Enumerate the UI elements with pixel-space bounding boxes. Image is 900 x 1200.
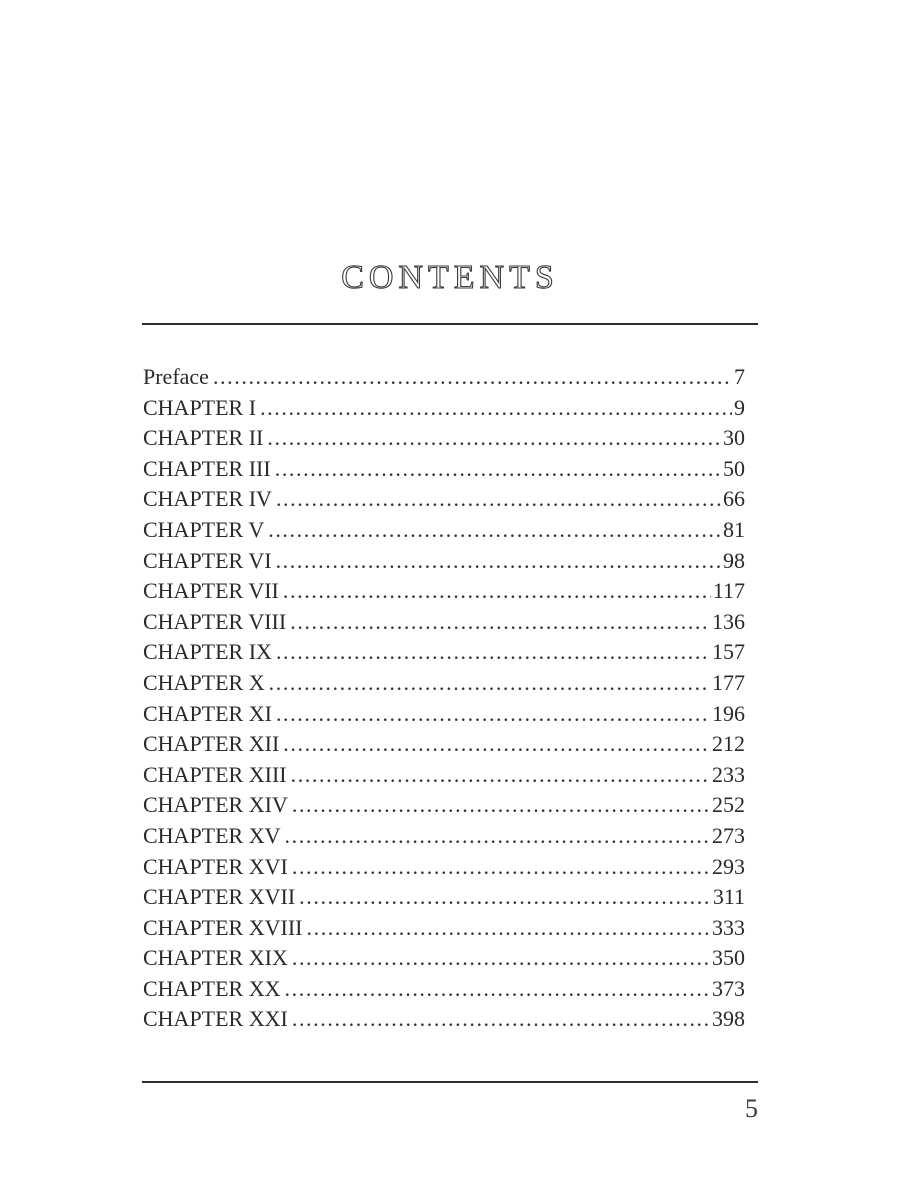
toc-dot-leader [285,821,710,852]
toc-dot-leader [292,852,710,883]
toc-entry [143,484,745,515]
toc-entry [143,760,745,791]
toc-entry [143,454,745,485]
toc-dot-leader [276,699,710,730]
toc-entry [143,1004,745,1035]
toc-entry-label: CHAPTER XX [143,975,281,1001]
top-rule [142,323,758,325]
toc-entry-page: 30 [723,425,745,451]
toc-entry [143,668,745,699]
toc-entry [143,393,745,424]
toc-entry-page: 9 [734,394,745,420]
toc-entry [143,607,745,638]
toc-entry-page: 311 [712,884,745,910]
toc-entry-page: 398 [712,1006,745,1032]
toc-entry-label: CHAPTER V [143,516,265,542]
toc-entry-label: CHAPTER VI [143,547,272,573]
toc-entry [143,729,745,760]
toc-dot-leader [299,882,711,913]
toc-entry-page: 157 [712,639,745,665]
toc-entry-label: CHAPTER VIII [143,608,287,634]
toc-entry-page: 273 [712,822,745,848]
toc-entry [143,882,745,913]
toc-entry-page: 117 [712,578,745,604]
toc-entry-label: CHAPTER XIII [143,761,287,787]
toc-entry-label: CHAPTER X [143,669,265,695]
toc-entry-label: CHAPTER XV [143,822,281,848]
toc-entry-page: 333 [712,914,745,940]
toc-dot-leader [290,607,710,638]
toc-entry [143,790,745,821]
toc-entry [143,576,745,607]
toc-entry-page: 81 [723,516,745,542]
toc-entry-page: 252 [712,792,745,818]
bottom-rule [142,1081,758,1083]
toc-entry-label: CHAPTER XVIII [143,914,303,940]
toc-entry-page: 177 [712,669,745,695]
toc-dot-leader [291,760,710,791]
toc-entry-label: CHAPTER IX [143,639,272,665]
toc-dot-leader [283,729,710,760]
toc-entry-label: CHAPTER I [143,394,257,420]
toc-entry-label: CHAPTER XI [143,700,272,726]
toc-dot-leader [292,1004,710,1035]
toc-entry [143,852,745,883]
toc-entry-page: 293 [712,853,745,879]
toc-dot-leader [285,974,710,1005]
toc-entry-page: 50 [723,455,745,481]
toc-entry [143,515,745,546]
toc-entry-label: CHAPTER XVII [143,884,296,910]
toc-entry-label: CHAPTER XXI [143,1006,288,1032]
toc-entry [143,546,745,577]
toc-entry [143,913,745,944]
toc-entry-label: CHAPTER VII [143,578,279,604]
toc-entry [143,423,745,454]
toc-dot-leader [268,515,721,546]
toc-dot-leader [283,576,711,607]
toc-entry-label: CHAPTER II [143,425,264,451]
toc-entry-label: CHAPTER IV [143,486,272,512]
toc-dot-leader [260,393,732,424]
contents-heading: CONTENTS [341,259,559,296]
toc-entry-page: 350 [712,945,745,971]
toc-dot-leader [292,943,710,974]
toc-entry [143,943,745,974]
toc-dot-leader [307,913,711,944]
toc-dot-leader [213,362,732,393]
toc-entry-page: 373 [712,975,745,1001]
toc-entry-label: Preface [143,364,209,389]
toc-entry-label: CHAPTER XII [143,731,280,757]
toc-entry [143,974,745,1005]
toc-entry-label: CHAPTER XIV [143,792,288,818]
toc-entry-label: CHAPTER III [143,455,271,481]
toc-dot-leader [276,546,721,577]
toc-entry-page: 98 [723,547,745,573]
toc-entry [143,699,745,730]
toc-dot-leader [267,423,721,454]
toc-dot-leader [269,668,710,699]
toc-entry-label: CHAPTER XIX [143,945,288,971]
toc-entry-page: 233 [712,761,745,787]
toc-dot-leader [276,637,710,668]
toc-dot-leader [276,484,721,515]
toc-entry-page: 212 [712,731,745,757]
toc-dot-leader [275,454,721,485]
toc-dot-leader [292,790,710,821]
toc-entry [143,821,745,852]
toc-entry [143,637,745,668]
toc-entry-page: 7 [734,364,745,389]
toc-entry-page: 196 [712,700,745,726]
toc-entry [143,362,745,393]
toc-entry-label: CHAPTER XVI [143,853,288,879]
toc-entry-page: 136 [712,608,745,634]
toc-entry-page: 66 [723,486,745,512]
table-of-contents [143,362,745,1035]
page-number: 5 [745,1094,758,1123]
